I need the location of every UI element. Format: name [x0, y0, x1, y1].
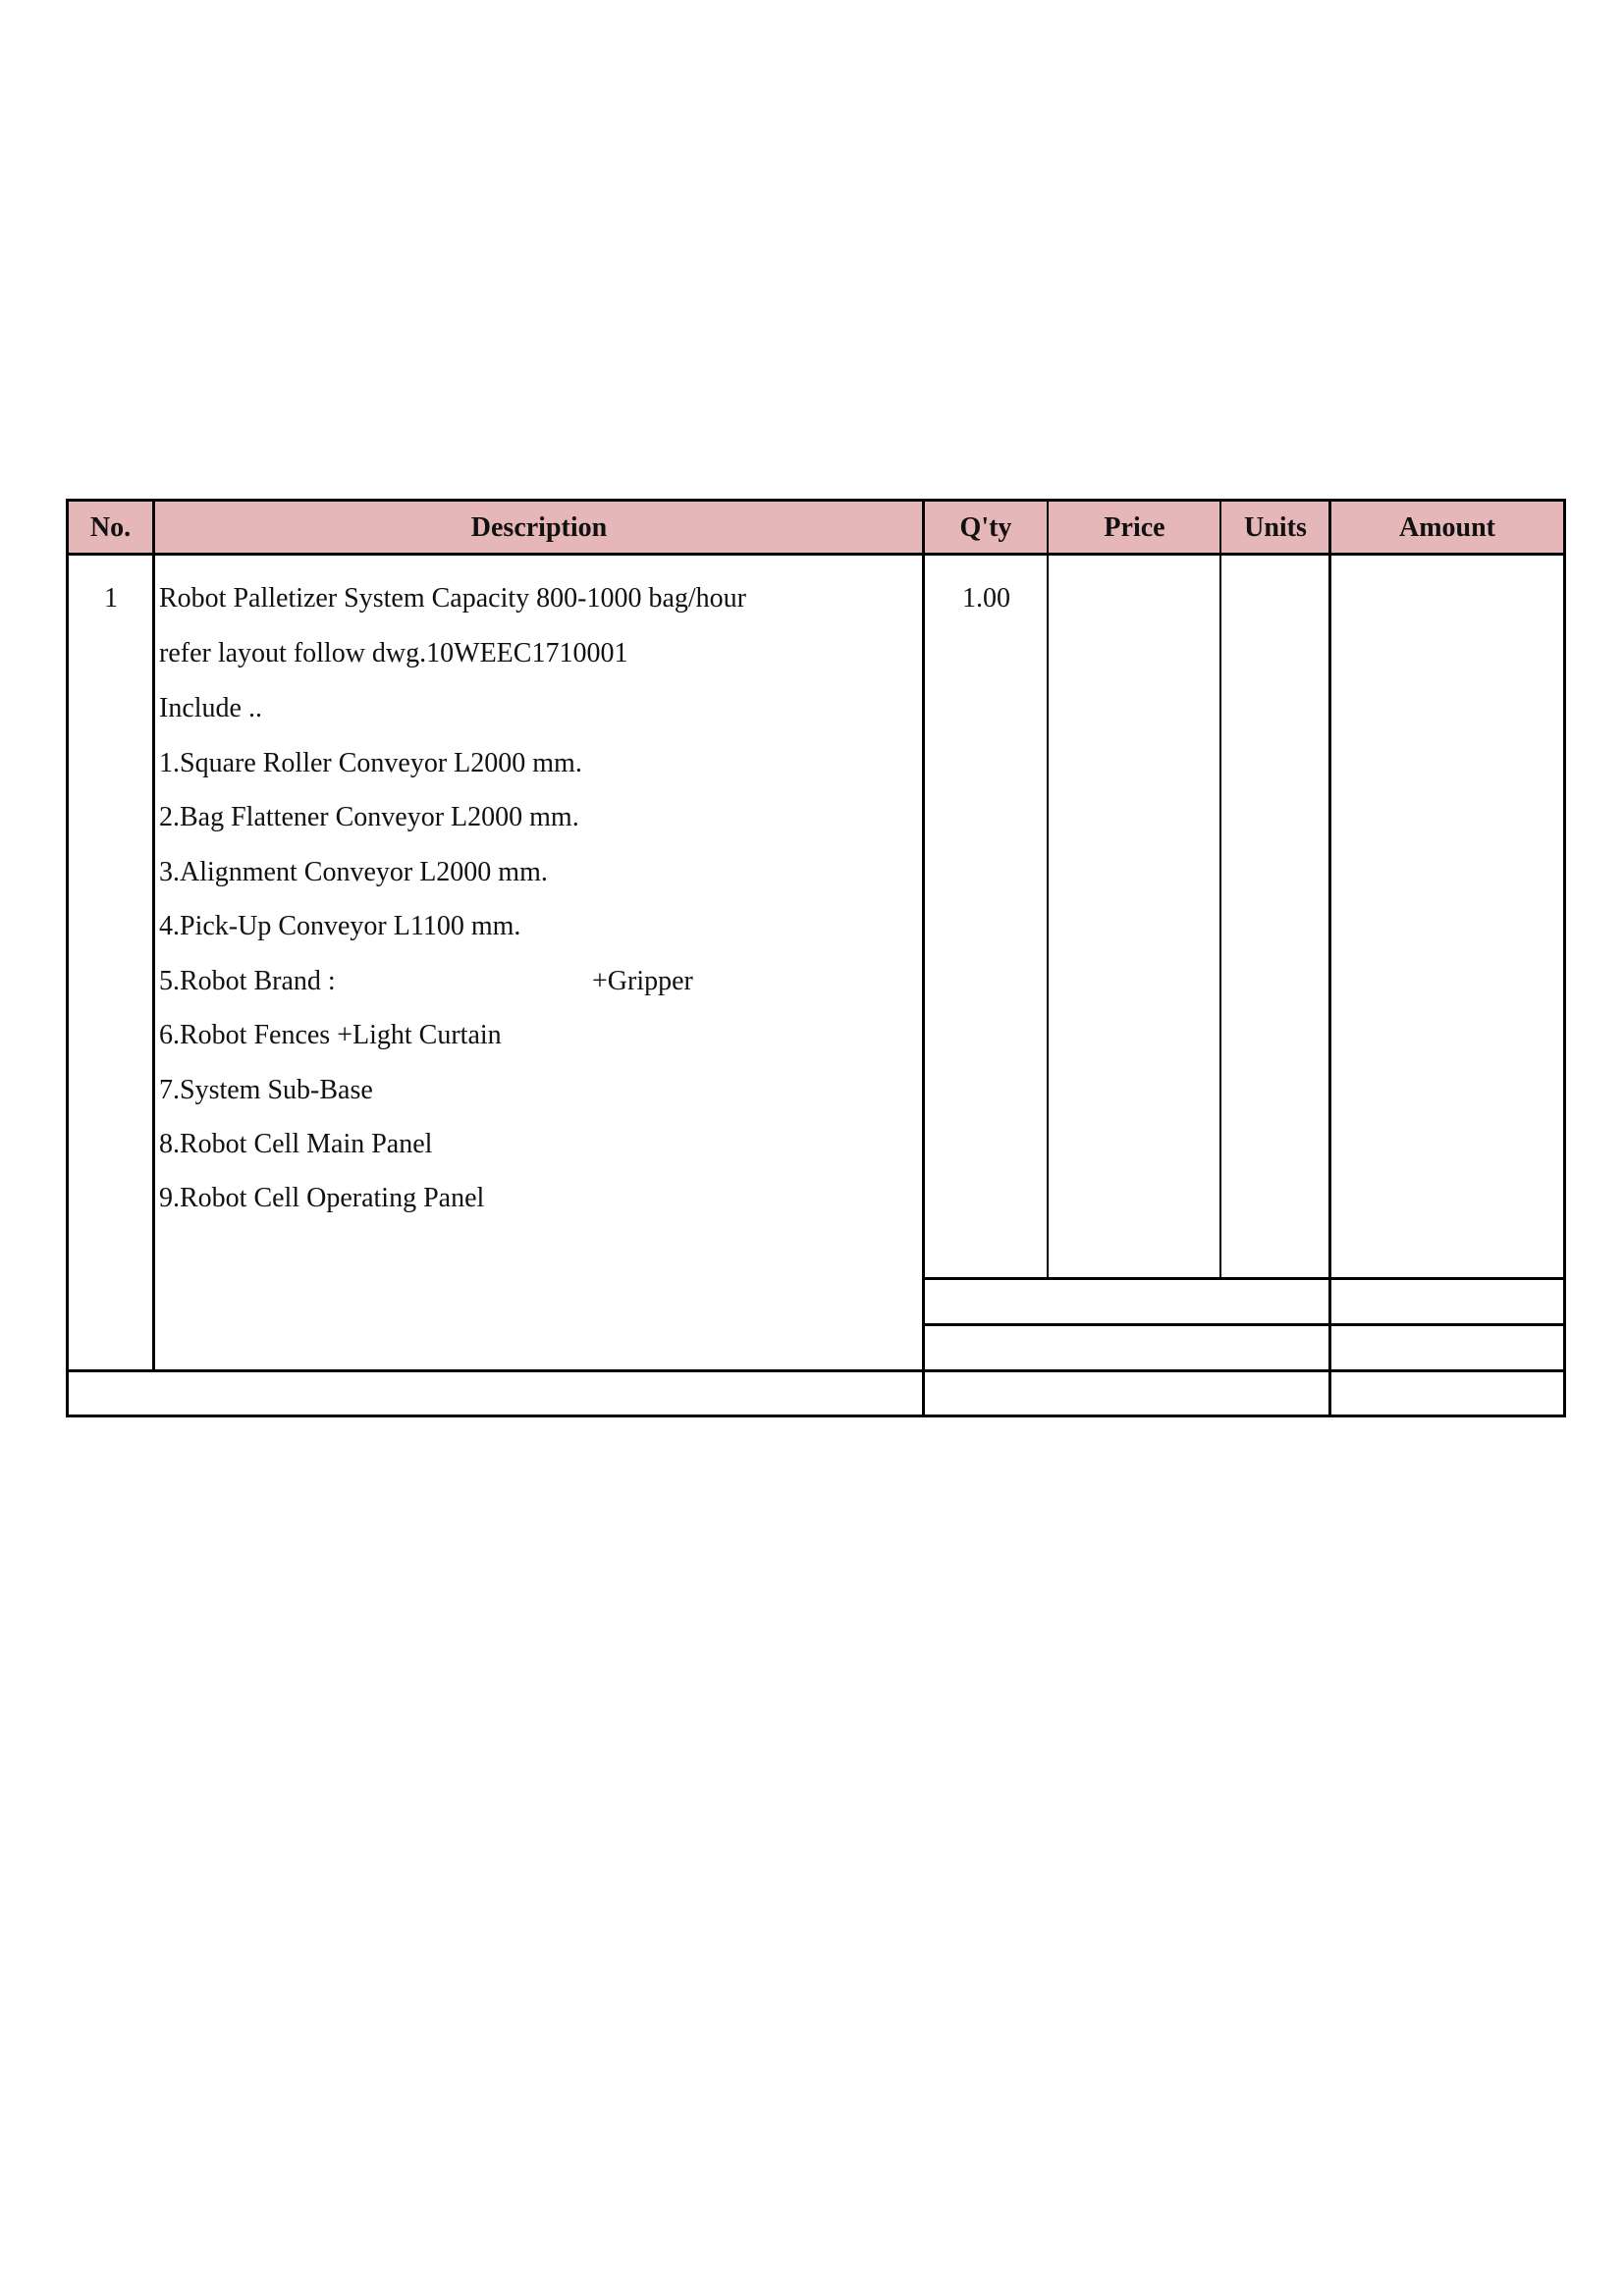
table-top-border	[66, 499, 1566, 502]
robot-brand-gripper: +Gripper	[592, 966, 693, 996]
summary-line-3	[66, 1369, 1566, 1372]
header-amount: Amount	[1398, 512, 1495, 543]
col-sep-no	[152, 499, 155, 1371]
summary-line-1	[922, 1277, 1566, 1280]
summary-line-2	[922, 1323, 1566, 1326]
description-line-9: 6.Robot Fences +Light Curtain	[159, 1020, 502, 1050]
header-price: Price	[1104, 512, 1165, 543]
row-1-no: 1	[104, 583, 118, 614]
description-line-5: 2.Bag Flattener Conveyor L2000 mm.	[159, 802, 579, 832]
description-line-8: 5.Robot Brand :	[159, 966, 336, 996]
col-sep-qty	[1047, 499, 1049, 1279]
description-line-11: 8.Robot Cell Main Panel	[159, 1129, 433, 1159]
col-sep-price	[1219, 499, 1221, 1279]
header-description: Description	[470, 512, 608, 543]
header-no: No.	[89, 512, 132, 543]
description-line-4: 1.Square Roller Conveyor L2000 mm.	[159, 748, 582, 778]
description-line-7: 4.Pick-Up Conveyor L1100 mm.	[159, 911, 521, 941]
description-line-10: 7.System Sub-Base	[159, 1075, 373, 1105]
table-bottom-border	[66, 1415, 1566, 1417]
table-left-border	[66, 499, 69, 1417]
row-1-qty: 1.00	[962, 583, 1010, 614]
description-line-1: Robot Palletizer System Capacity 800-1000 bag/hour	[159, 583, 747, 614]
header-units: Units	[1244, 512, 1307, 543]
description-line-6: 3.Alignment Conveyor L2000 mm.	[159, 857, 548, 887]
header-bottom-line	[66, 553, 1566, 556]
description-line-3: Include ..	[159, 693, 262, 723]
description-line-12: 9.Robot Cell Operating Panel	[159, 1183, 485, 1213]
description-line-2: refer layout follow dwg.10WEEC1710001	[159, 638, 628, 668]
header-qty: Q'ty	[959, 512, 1012, 543]
